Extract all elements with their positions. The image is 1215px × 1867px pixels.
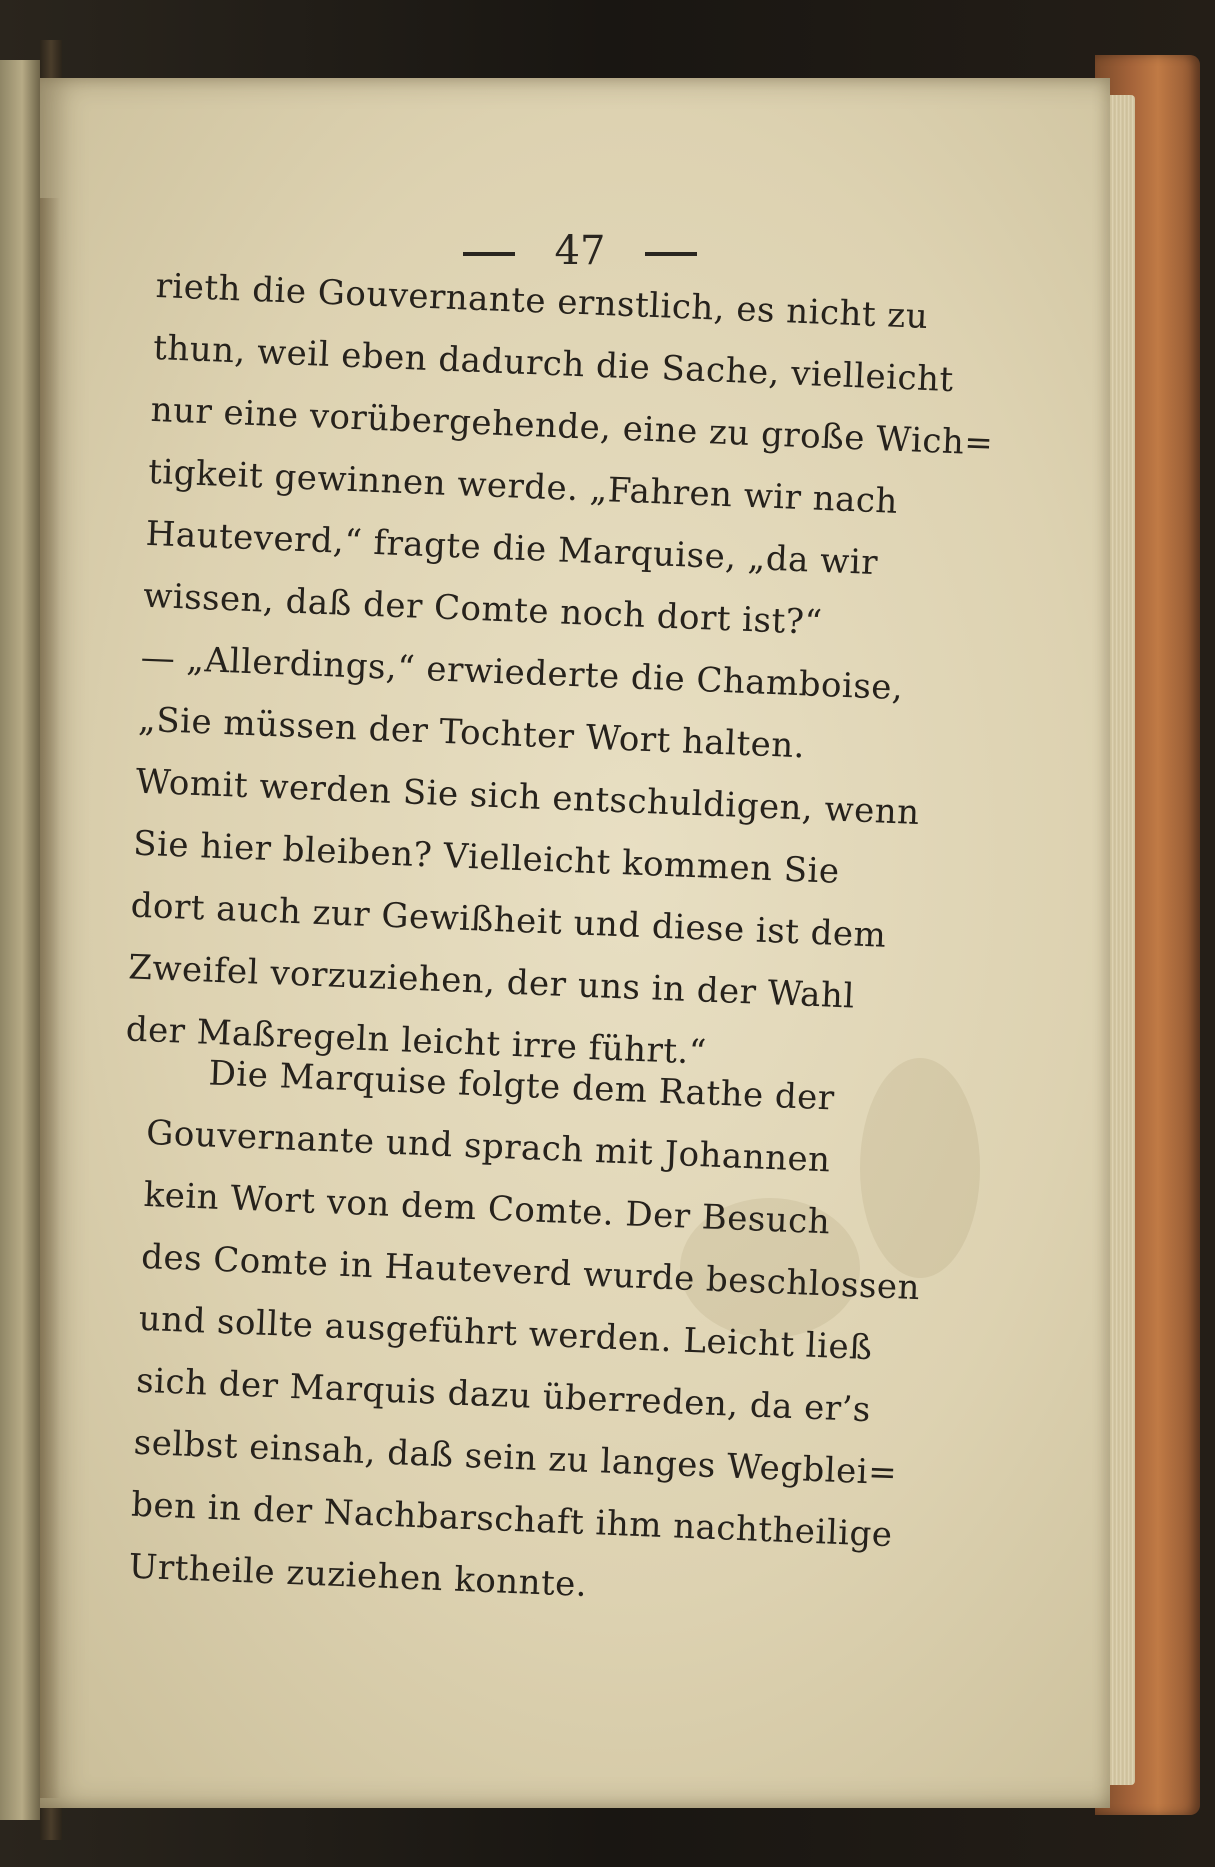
text-line: des Comte in Hauteverd wurde beschlossen xyxy=(140,1236,921,1309)
text-line: sich der Marquis dazu überreden, da er’s xyxy=(135,1360,872,1431)
text-line: dort auch zur Gewißheit und diese ist dem xyxy=(130,885,888,956)
facing-page-edge xyxy=(0,60,40,1820)
page-number: 47 xyxy=(554,228,606,274)
text-line: Die Marquise folgte dem Rathe der xyxy=(207,1053,836,1119)
text-line: thun, weil eben dadurch die Sache, vielleicht xyxy=(152,327,955,401)
text-line: Gouvernante und sprach mit Johannen xyxy=(145,1112,832,1181)
text-line: Sie hier bleiben? Vielleicht kommen Sie xyxy=(132,823,841,892)
text-line: Womit werden Sie sich entschuldigen, wenn xyxy=(135,761,921,834)
text-line: nur eine vorübergehende, eine zu große Wich= xyxy=(149,389,995,464)
header-dash-left xyxy=(463,252,515,256)
text-line: ben in der Nachbarschaft ihm nachtheilige xyxy=(130,1484,894,1556)
paragraph-1 xyxy=(125,255,1000,1094)
text-line: und sollte ausgeführt werden. Leicht ließ xyxy=(138,1298,874,1369)
gutter-shadow xyxy=(40,198,60,1798)
text-line: Hauteverd,“ fragte die Marquise, „da wir xyxy=(145,513,879,584)
header-dash-right xyxy=(645,252,697,256)
text-line: „Sie müssen der Tochter Wort halten. xyxy=(137,699,806,767)
text-line: — „Allerdings,“ erwiederte die Chamboise, xyxy=(140,637,905,709)
text-line: Urtheile zuziehen konnte. xyxy=(128,1546,588,1605)
text-line: rieth die Gouvernante ernstlich, es nicht zu xyxy=(154,265,929,337)
text-line: tigkeit gewinnen werde. „Fahren wir nach xyxy=(147,451,899,522)
text-line: kein Wort von dem Comte. Der Besuch xyxy=(142,1174,831,1243)
paragraph-2 xyxy=(128,1040,929,1629)
text-line: Zweifel vorzuziehen, der uns in der Wahl xyxy=(127,947,856,1017)
text-line: der Maßregeln leicht irre führt.“ xyxy=(125,1009,708,1073)
text-line: wissen, daß der Comte noch dort ist?“ xyxy=(142,575,824,643)
text-line: selbst einsah, daß sein zu langes Wegblei= xyxy=(133,1422,898,1494)
